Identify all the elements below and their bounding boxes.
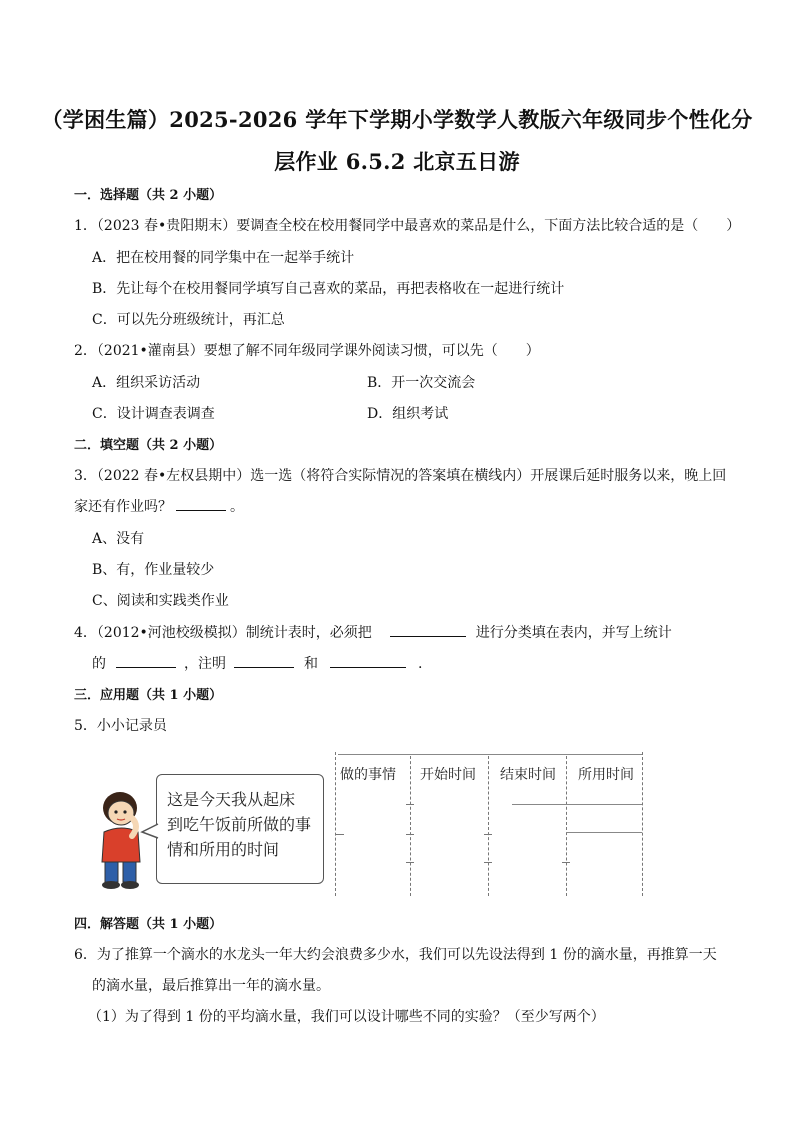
question-3-option-a: A、没有 [92,531,145,547]
question-2-option-a: A．组织采访活动 [92,375,201,391]
table-divider-3 [566,756,567,896]
table-header-duration: 所用时间 [578,767,634,783]
speech-line-3: 情和所用的时间 [167,840,280,859]
table-row-rule-1 [512,804,642,805]
table-top-rule [338,754,642,755]
table-left-border [335,752,336,896]
question-1-option-b: B．先让每个在校用餐同学填写自己喜欢的菜品，再把表格收在一起进行统计 [92,281,565,297]
question-3-stem-end: 。 [230,499,244,515]
table-header-start-time: 开始时间 [420,767,476,783]
question-2-option-d: D．组织考试 [367,406,449,422]
table-tick [406,804,414,805]
question-3-stem-line-1: 3．（2022 春•左权县期中）选一选（将符合实际情况的答案填在横线内）开展课后延时服务以来，晚上回 [74,468,727,484]
question-5-stem: 5．小小记录员 [74,718,167,734]
question-1-option-c: C．可以先分班级统计，再汇总 [92,312,285,328]
section-heading-answer: 四．解答题（共 1 小题） [74,917,223,932]
question-4-blank-3[interactable] [234,653,294,668]
question-6-stem-line-2: 的滴水量，最后推算出一年的滴水量。 [92,978,330,994]
speech-bubble-tail [140,822,160,842]
question-2-option-c: C．设计调查表调查 [92,406,215,422]
table-tick [484,834,492,835]
table-header-end-time: 结束时间 [500,767,556,783]
question-1-stem: 1．（2023 春•贵阳期末）要调查全校在校用餐同学中最喜欢的菜品是什么，下面方法比较合适的是（ ） [74,218,741,234]
record-table-header [340,758,642,788]
speech-bubble [156,774,324,884]
table-tick [406,862,414,863]
question-3-option-c: C、阅读和实践类作业 [92,593,229,609]
question-4-blank-1[interactable] [390,622,466,637]
table-tick [336,834,344,835]
speech-line-1: 这是今天我从起床 [167,790,296,809]
speech-line-2: 到吃午饭前所做的事 [167,815,312,834]
question-4-line-1 [74,622,672,642]
question-4-blank-2[interactable] [116,653,176,668]
question-3-stem-text: 家还有作业吗？ [74,499,172,515]
table-divider-2 [488,756,489,896]
table-divider-1 [410,756,411,896]
table-tick [484,862,492,863]
question-3-answer-blank[interactable] [176,496,226,511]
question-4-blank-4[interactable] [330,653,406,668]
section-heading-application: 三．应用题（共 1 小题） [74,688,223,703]
question-3-stem-line-2 [74,496,244,516]
question-4-line-2 [92,653,422,673]
question-2-stem: 2．（2021•灌南县）要想了解不同年级同学课外阅读习惯，可以先（ ） [74,343,540,359]
page-title-line-1: （学困生篇）2025-2026 学年下学期小学数学人教版六年级同步个性化分 [41,107,753,132]
question-4-text-b: 进行分类填在表内，并写上统计 [475,625,672,641]
table-tick [562,862,570,863]
section-heading-fill: 二．填空题（共 2 小题） [74,438,223,453]
question-4-text-e: 和 [304,656,318,672]
page-title-line-2: 层作业 6.5.2 北京五日游 [274,149,520,174]
table-row-rule-2 [566,832,642,833]
table-header-activity: 做的事情 [340,767,396,783]
question-4-text-f: . [418,656,423,672]
table-right-border [642,752,643,896]
question-4-text-d: ，注明 [184,656,226,672]
question-1-option-a: A．把在校用餐的同学集中在一起举手统计 [92,250,355,266]
question-3-option-b: B、有，作业量较少 [92,562,215,578]
question-6-subquestion-1: （1）为了得到 1 份的平均滴水量，我们可以设计哪些不同的实验？（至少写两个） [88,1009,605,1025]
question-2-option-b: B．开一次交流会 [367,375,476,391]
question-6-stem-line-1: 6．为了推算一个滴水的水龙头一年大约会浪费多少水，我们可以先设法得到 1 份的滴水量，再推算一天 [74,947,717,963]
section-heading-choice: 一．选择题（共 2 小题） [74,188,223,203]
table-tick [406,834,414,835]
question-4-text-a: 4．（2012•河池校级模拟）制统计表时，必须把 [74,625,372,641]
question-4-text-c: 的 [92,656,106,672]
record-figure [92,748,652,898]
